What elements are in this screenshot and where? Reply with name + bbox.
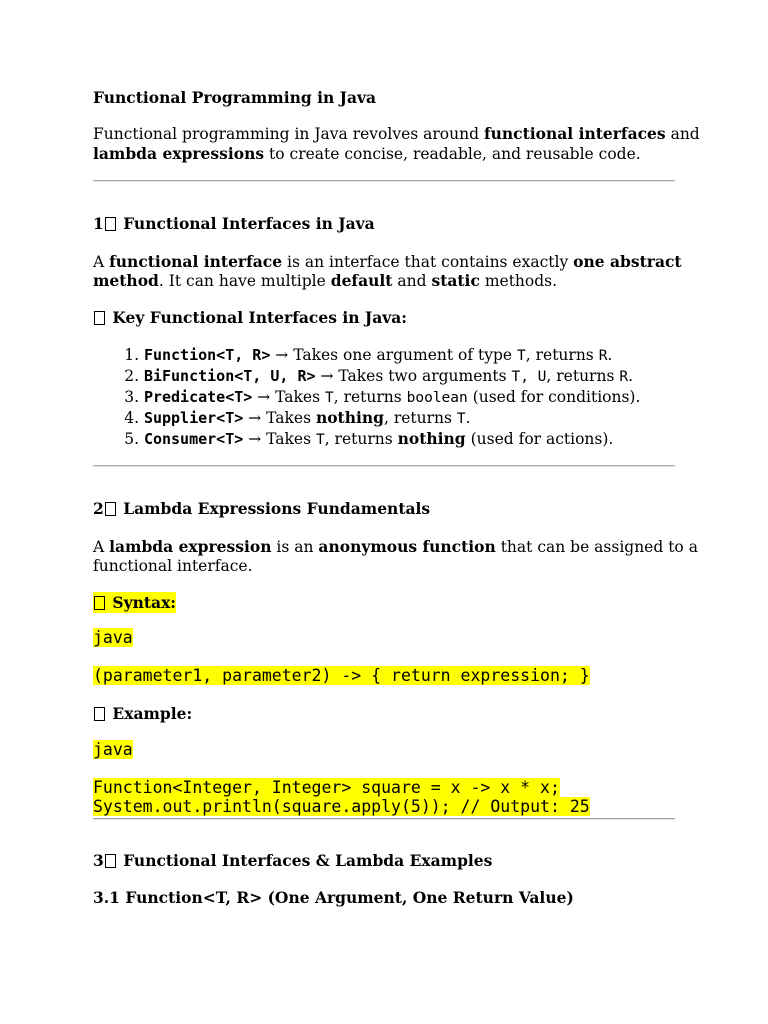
item-code: T — [456, 411, 466, 427]
section-3-heading — [93, 851, 492, 871]
section-title: Functional Interfaces in Java — [117, 214, 375, 233]
item-text: , returns — [333, 388, 407, 406]
lang-java: java — [93, 740, 133, 759]
arrow: → — [243, 409, 267, 427]
bold-default: default — [330, 271, 393, 290]
item-text: . — [607, 346, 613, 364]
interface-name: Supplier<T> — [143, 409, 244, 427]
list-number: 4. — [124, 409, 139, 427]
highlighted-label — [93, 592, 176, 613]
item-code: T — [324, 390, 334, 406]
interface-name: Predicate<T> — [143, 388, 253, 406]
horizontal-rule — [93, 818, 675, 820]
intro-bold-lambda-expressions: lambda expressions — [93, 144, 265, 163]
intro-text: and — [665, 125, 700, 143]
interface-name: Function<T, R> — [143, 346, 271, 364]
missing-glyph-icon — [105, 502, 116, 516]
syntax-code-text: (parameter1, parameter2) -> { return expression; } — [93, 666, 590, 685]
page-title: Functional Programming in Java — [93, 88, 377, 107]
horizontal-rule — [93, 180, 675, 182]
interface-name: Consumer<T> — [143, 430, 244, 448]
item-text: Takes — [275, 388, 325, 406]
bold-static: static — [431, 271, 480, 290]
list-item — [93, 387, 640, 408]
section-number: 1 — [93, 214, 104, 233]
list-item — [93, 408, 471, 429]
missing-glyph-icon — [105, 854, 116, 868]
example-code-line-1 — [93, 778, 560, 797]
lang-java: java — [93, 628, 133, 647]
bold-method: method — [93, 271, 159, 290]
item-text: , returns — [525, 346, 599, 364]
intro-bold-functional-interfaces: functional interfaces — [483, 124, 666, 143]
missing-glyph-icon — [105, 217, 116, 231]
intro-text: to create concise, readable, and reusable code. — [264, 145, 641, 163]
list-item — [93, 345, 612, 366]
list-item — [93, 366, 633, 387]
para-text: is an interface that contains exactly — [282, 253, 574, 271]
s1-para-line-1 — [93, 252, 682, 272]
example-label — [93, 704, 192, 724]
arrow: → — [252, 388, 276, 406]
item-text: Takes one argument of type — [293, 346, 518, 364]
s2-para-line-2: functional interface. — [93, 557, 253, 575]
item-code: R — [598, 348, 608, 364]
bold-one-abstract: one abstract — [573, 252, 682, 271]
arrow: → — [243, 430, 267, 448]
item-text: , returns — [546, 367, 620, 385]
arrow: → — [270, 346, 294, 364]
key-interfaces-heading — [93, 308, 407, 328]
list-number: 3. — [124, 388, 139, 406]
item-text: (used for actions). — [465, 430, 614, 448]
item-text: . — [628, 367, 633, 385]
item-text: , returns — [384, 409, 457, 427]
s1-para-line-2 — [93, 271, 557, 291]
syntax-label-text: Syntax: — [107, 593, 177, 612]
example-label-text: Example: — [107, 704, 193, 723]
item-text: (used for conditions). — [467, 388, 641, 406]
item-text: Takes — [266, 430, 316, 448]
list-number: 5. — [124, 430, 139, 448]
para-text: methods. — [479, 272, 558, 290]
section-title: Lambda Expressions Fundamentals — [117, 499, 431, 518]
section-title: Functional Interfaces & Lambda Examples — [117, 851, 493, 870]
intro-text: Functional programming in Java revolves around — [93, 125, 484, 143]
horizontal-rule — [93, 465, 675, 467]
list-number: 1. — [124, 346, 139, 364]
section-2-heading — [93, 499, 430, 519]
para-text: that can be assigned to a — [495, 538, 698, 556]
section-1-heading — [93, 214, 375, 234]
item-text: Takes — [266, 409, 316, 427]
key-interfaces-title: Key Functional Interfaces in Java: — [107, 308, 408, 327]
arrow: → — [315, 367, 339, 385]
para-text: A — [93, 253, 110, 271]
bold-lambda-expression: lambda expression — [109, 537, 272, 556]
missing-glyph-icon — [94, 596, 105, 610]
item-text: Takes two arguments — [338, 367, 512, 385]
para-text: is an — [271, 538, 319, 556]
bold-functional-interface: functional interface — [109, 252, 283, 271]
item-code: boolean — [406, 390, 468, 406]
s2-para-line-1 — [93, 537, 698, 557]
example-code-text: Function<Integer, Integer> square = x -> x * x; — [93, 778, 560, 797]
example-code-line-2 — [93, 797, 590, 816]
code-lang-label — [93, 628, 133, 647]
interface-name: BiFunction<T, U, R> — [143, 367, 316, 385]
item-text: , returns — [324, 430, 398, 448]
bold-nothing: nothing — [397, 429, 466, 448]
syntax-label — [93, 593, 176, 613]
intro-line-2 — [93, 144, 641, 164]
missing-glyph-icon — [94, 311, 105, 325]
item-text: . — [465, 409, 471, 427]
code-lang-label — [93, 740, 133, 759]
section-number: 3 — [93, 851, 104, 870]
para-text: A — [93, 538, 110, 556]
bold-anonymous-function: anonymous function — [318, 537, 496, 556]
section-number: 2 — [93, 499, 104, 518]
bold-nothing: nothing — [315, 408, 384, 427]
item-code: T — [517, 348, 526, 364]
subsection-3-1-heading: 3.1 Function<T, R> (One Argument, One Return Value) — [93, 888, 574, 907]
para-text: . It can have multiple — [158, 272, 331, 290]
list-item — [93, 429, 613, 450]
para-text: and — [392, 272, 432, 290]
item-code: T, U — [511, 369, 547, 385]
syntax-code — [93, 666, 590, 685]
item-code: T — [315, 432, 325, 448]
intro-line-1 — [93, 124, 700, 144]
item-code: R — [619, 369, 629, 385]
example-code-text: System.out.println(square.apply(5)); // Output: 25 — [93, 797, 590, 816]
list-number: 2. — [124, 367, 139, 385]
missing-glyph-icon — [94, 707, 105, 721]
